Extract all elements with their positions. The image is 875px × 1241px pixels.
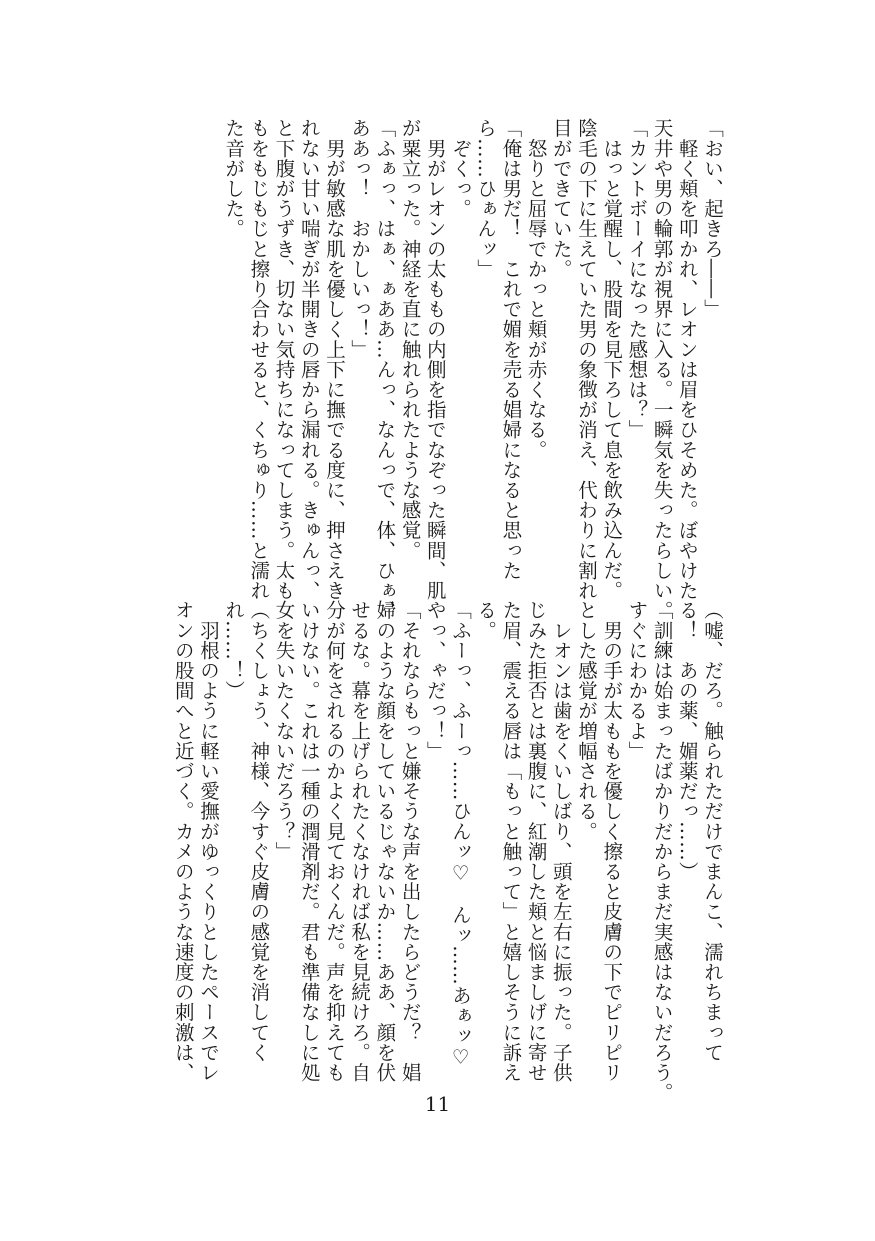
text-line: る。 [474, 600, 498, 641]
text-line: 軽く頬を叩かれ、レオンは眉をひそめた。ぼやけた [675, 118, 699, 601]
text-line: 男がレオンの太ももの内側を指でなぞった瞬間、肌 [423, 118, 447, 601]
text-line: 目ができていた。 [549, 118, 573, 279]
text-line: と下腹がうずき、切ない気持ちになってしまう。太も [272, 118, 296, 601]
text-block-bottom [171, 600, 725, 1103]
text-line: すぐにわかるよ」 [625, 600, 649, 761]
text-line: とした感覚が増幅される。 [574, 600, 598, 842]
text-line: 「それならもっと嫌そうな声を出したらどうだ？ 娼 [398, 600, 422, 1083]
text-block-top [221, 118, 725, 621]
text-line: （嘘、だろ。触られただけでまんこ、濡れちまって [701, 600, 724, 1063]
text-line: じみた拒否とは裏腹に、紅潮した頬と悩ましげに寄せ [524, 600, 548, 1083]
text-line: （ちくしょう、神様、今すぐ皮膚の感覚を消してく [247, 600, 271, 1063]
text-line: 男が敏感な肌を優しく上下に撫でる度に、押さえき [322, 118, 346, 601]
text-line: 陰毛の下に生えていた男の象徴が消え、代わりに割れ [574, 118, 598, 601]
text-line: 「おい、起きろ――」 [701, 118, 724, 319]
text-line: 「カントボーイになった感想は？」 [625, 118, 649, 440]
text-line: 「ふーっ、ふーっ……ひんッ♡ んッ……あぁッ♡ [448, 600, 472, 1070]
text-line: 怒りと屈辱でかっと頬が赤くなる。 [524, 118, 548, 460]
text-line: 分が何をされるのかよく見ておくんだ。声を抑えても [322, 600, 346, 1083]
text-line: た音がした。 [222, 118, 246, 239]
text-line: はっと覚醒し、股間を見下ろして息を飲み込んだ。 [600, 118, 624, 601]
text-line: 天井や男の輪郭が視界に入る。一瞬気を失ったらしい。 [650, 118, 674, 621]
page-number: 11 [424, 1092, 451, 1116]
text-line: ら……ひぁんッ」 [474, 118, 498, 279]
text-line: 「ふぁっ、はぁ、ぁああ…んっ、なんっで、体、ひぁ、 [373, 118, 397, 621]
text-line: る！ あの薬、媚薬だっ……） [675, 600, 699, 882]
text-line: せるな。幕を上げられたくなければ私を見続けろ。自 [348, 600, 372, 1083]
text-line: 羽根のように軽い愛撫がゆっくりとしたペースでレ [196, 600, 220, 1083]
text-line: れない甘い喘ぎが半開きの唇から漏れる。きゅんっ、 [297, 118, 321, 601]
text-line: オンの股間へと近づく。カメのような速度の刺激は、 [171, 600, 195, 1083]
text-line: が粟立った。神経を直に触れられたような感覚。 [398, 118, 422, 561]
text-line: ああっ！ おかしいっ！」 [348, 118, 372, 360]
text-line: もをもじもじと擦り合わせると、くちゅり……と濡れ [247, 118, 271, 601]
text-line: た眉、震える唇は「もっと触って」と嬉しそうに訴え [499, 600, 523, 1083]
text-line: 女を失いたくないだろう？」 [272, 600, 296, 862]
text-line: 「訓練は始まったばかりだからまだ実感はないだろう。 [650, 600, 674, 1103]
text-line: ぞくっ。 [448, 118, 472, 219]
text-line: 婦のような顔をしているじゃないか……ああ、顔を伏 [373, 600, 397, 1083]
text-line: レオンは歯をくいしばり、頭を左右に振った。子供 [549, 600, 573, 1083]
text-line: 「俺は男だ！ これで媚を売る娼婦になると思った [499, 118, 523, 581]
text-line: 男の手が太ももを優しく擦ると皮膚の下でピリピリ [600, 600, 624, 1083]
text-line: いけない。これは一種の潤滑剤だ。君も準備なしに処 [297, 600, 321, 1083]
text-line: やっ、ゃだっ！」 [423, 600, 447, 761]
text-line: れ……！） [222, 600, 246, 701]
